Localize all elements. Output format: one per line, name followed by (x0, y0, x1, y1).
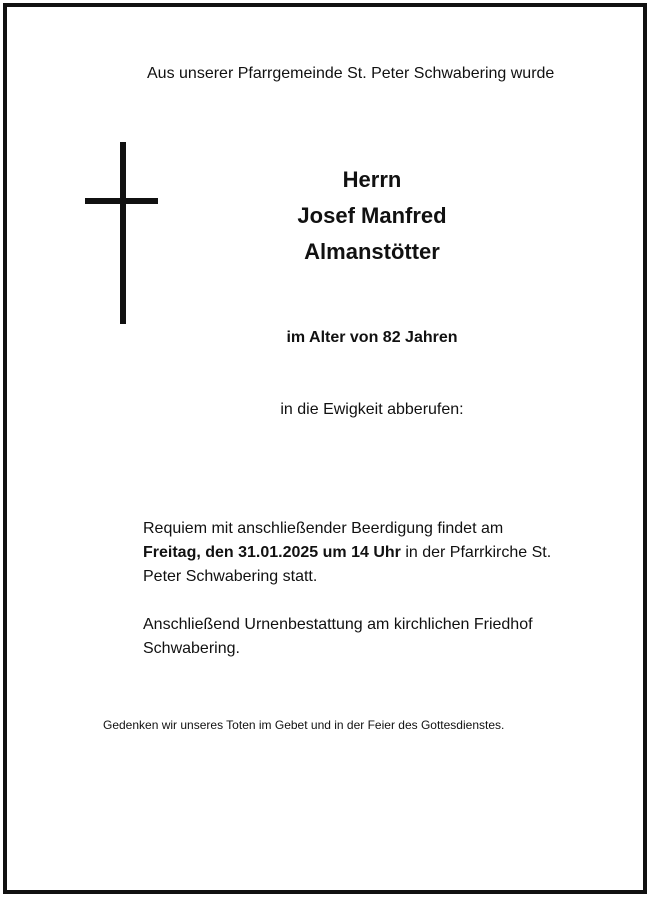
urn-burial-paragraph: Anschließend Urnenbestattung am kirchlichen Friedhof Schwabering. (143, 616, 533, 657)
deceased-name-block (257, 162, 487, 270)
intro-text: Aus unserer Pfarrgemeinde St. Peter Schwabering wurde (147, 65, 555, 82)
closing-text: Gedenken wir unseres Toten im Gebet und in der Feier des Gottesdienstes. (103, 718, 505, 732)
requiem-text-end: in der Pfarrkirche St. Peter Schwabering statt. (143, 544, 552, 585)
salutation: Herrn (342, 167, 402, 192)
requiem-paragraph (143, 517, 583, 589)
requiem-text-start: Requiem mit anschließender Beerdigung findet am (143, 520, 504, 537)
cross-vertical-bar (120, 142, 126, 324)
given-names: Josef Manfred (297, 203, 447, 228)
cross-icon (85, 142, 165, 324)
requiem-date-time: Freitag, den 31.01.2025 um 14 Uhr (143, 544, 401, 561)
surname: Almanstötter (304, 239, 440, 264)
age-line: im Alter von 82 Jahren (286, 329, 458, 346)
cross-horizontal-bar (85, 198, 158, 204)
called-line: in die Ewigkeit abberufen: (280, 401, 464, 418)
obituary-frame (3, 3, 647, 894)
